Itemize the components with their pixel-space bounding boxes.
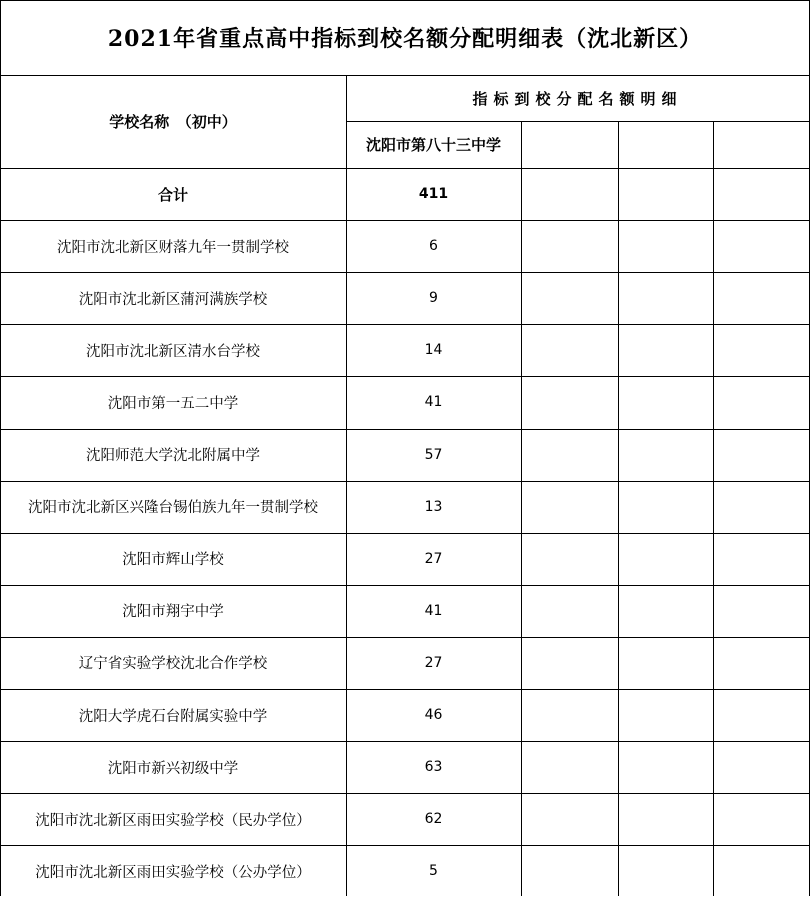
school-name: 沈阳市沈北新区兴隆台锡伯族九年一贯制学校 <box>28 500 318 517</box>
grid-line <box>346 75 347 896</box>
quota-value <box>521 585 618 637</box>
school-name: 沈阳市辉山学校 <box>122 552 224 569</box>
grid-line <box>0 533 810 534</box>
quota-value <box>713 429 809 481</box>
quota-value: 27 <box>424 550 443 567</box>
quota-value <box>521 845 618 897</box>
grid-line <box>0 272 810 273</box>
total-value <box>521 168 618 220</box>
quota-value: 46 <box>424 707 443 724</box>
quota-value <box>713 741 809 793</box>
grid-line <box>0 741 810 742</box>
grid-line <box>0 845 810 846</box>
quota-value: 9 <box>429 290 438 307</box>
quota-value <box>521 533 618 585</box>
quota-value: 41 <box>424 602 443 619</box>
quota-value <box>521 689 618 741</box>
grid-line <box>0 168 810 169</box>
grid-line <box>0 793 810 794</box>
school-name: 沈阳大学虎石台附属实验中学 <box>78 708 268 725</box>
grid-line <box>0 637 810 638</box>
quota-value <box>521 741 618 793</box>
school-name: 沈阳市沈北新区雨田实验学校（公办学位） <box>35 864 311 881</box>
school-name: 沈阳市沈北新区蒲河满族学校 <box>78 291 268 308</box>
quota-value <box>713 324 809 376</box>
target-school-header <box>713 121 809 168</box>
quota-value <box>713 272 809 324</box>
school-name: 辽宁省实验学校沈北合作学校 <box>78 656 268 673</box>
quota-value <box>713 845 809 897</box>
quota-value <box>713 220 809 272</box>
quota-value <box>618 741 713 793</box>
quota-value <box>521 793 618 845</box>
quota-value <box>618 793 713 845</box>
school-name: 沈阳市第一五二中学 <box>107 395 239 412</box>
grid-line <box>0 0 1 896</box>
grid-line <box>0 481 810 482</box>
quota-value <box>618 429 713 481</box>
grid-line <box>0 0 810 1</box>
quota-value <box>618 533 713 585</box>
grid-line <box>618 121 619 896</box>
quota-value <box>521 637 618 689</box>
quota-value <box>618 585 713 637</box>
school-name: 沈阳市翔宇中学 <box>122 604 224 621</box>
quota-value <box>618 481 713 533</box>
school-name: 沈阳市沈北新区清水台学校 <box>86 343 260 360</box>
quota-value <box>521 376 618 428</box>
target-school-header: 沈阳市第八十三中学 <box>365 136 501 154</box>
total-value <box>618 168 713 220</box>
quota-value <box>618 637 713 689</box>
grid-line <box>0 689 810 690</box>
quota-value: 6 <box>429 238 438 255</box>
quota-value <box>713 533 809 585</box>
quota-value: 63 <box>424 759 443 776</box>
grid-line <box>346 121 810 122</box>
quota-value <box>713 585 809 637</box>
quota-value: 14 <box>424 342 443 359</box>
total-label: 合计 <box>157 185 188 204</box>
quota-value: 13 <box>424 498 443 515</box>
target-school-header <box>521 121 618 168</box>
grid-line <box>0 376 810 377</box>
total-value: 411 <box>418 186 449 203</box>
school-name: 沈阳市沈北新区雨田实验学校（民办学位） <box>35 812 311 829</box>
quota-value <box>521 220 618 272</box>
quota-value <box>618 689 713 741</box>
grid-line <box>0 75 810 76</box>
quota-value <box>618 220 713 272</box>
quota-value <box>618 324 713 376</box>
quota-value <box>521 272 618 324</box>
allocation-group-header: 指标到校分配名额明细 <box>472 89 683 108</box>
school-name: 沈阳师范大学沈北附属中学 <box>86 448 260 465</box>
target-school-header <box>618 121 713 168</box>
grid-line <box>0 324 810 325</box>
grid-line <box>0 220 810 221</box>
quota-value <box>713 689 809 741</box>
quota-value <box>521 429 618 481</box>
quota-value: 62 <box>424 811 443 828</box>
page-title: 2021年省重点高中指标到校名额分配明细表（沈北新区） <box>107 26 703 52</box>
quota-value <box>713 637 809 689</box>
quota-value: 41 <box>424 394 443 411</box>
school-name: 沈阳市沈北新区财落九年一贯制学校 <box>57 239 289 256</box>
grid-line <box>521 121 522 896</box>
quota-value <box>713 376 809 428</box>
school-column-header: 学校名称 （初中） <box>109 113 237 131</box>
quota-value <box>713 481 809 533</box>
quota-value <box>521 481 618 533</box>
school-name: 沈阳市新兴初级中学 <box>107 760 239 777</box>
quota-value <box>618 272 713 324</box>
total-value <box>713 168 809 220</box>
quota-value: 5 <box>429 863 438 880</box>
grid-line <box>0 585 810 586</box>
quota-value <box>521 324 618 376</box>
grid-line <box>0 429 810 430</box>
quota-value <box>713 793 809 845</box>
quota-value <box>618 845 713 897</box>
quota-value: 27 <box>424 654 443 671</box>
grid-line <box>713 121 714 896</box>
quota-value <box>618 376 713 428</box>
quota-value: 57 <box>424 446 443 463</box>
